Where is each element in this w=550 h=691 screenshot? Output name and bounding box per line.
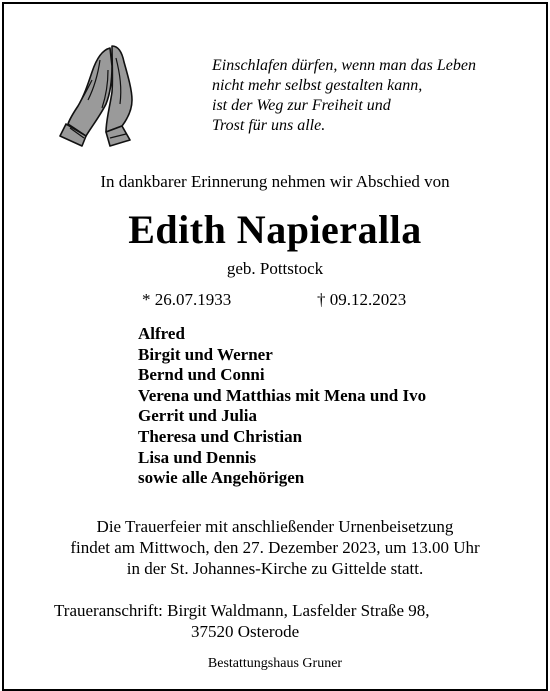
birth-date: * 26.07.1933 — [142, 290, 232, 309]
service-line: in der St. Johannes-Kirche zu Gittelde statt. — [126, 559, 424, 578]
death-date: † 09.12.2023 — [317, 290, 407, 309]
intro-text: In dankbarer Erinnerung nehmen wir Abschied von — [100, 172, 450, 191]
poem-line: nicht mehr selbst gestalten kann, — [212, 77, 423, 94]
service-line: findet am Mittwoch, den 27. Dezember 2023, um 13.00 Uhr — [70, 538, 480, 557]
service-line: Die Trauerfeier mit anschließender Urnenbeisetzung — [96, 517, 454, 536]
poem — [212, 56, 532, 136]
mourner-entry: Alfred — [138, 324, 185, 343]
mourner-entry: Lisa und Dennis — [138, 447, 257, 467]
mourner-entry: sowie alle Angehörigen — [138, 468, 305, 488]
deceased-name: Edith Napieralla — [128, 207, 422, 252]
mourner-entry: Verena und Matthias mit Mena und Ivo — [138, 385, 427, 405]
service-details — [4, 516, 546, 579]
mourner-entry: Birgit und Werner — [138, 344, 273, 364]
address-line: Traueranschrift: Birgit Waldmann, Lasfelder Straße 98, — [54, 601, 430, 620]
poem-line: Trost für uns alle. — [212, 117, 326, 134]
praying-hands-icon — [56, 40, 166, 150]
obituary-card — [2, 2, 548, 691]
poem-line: ist der Weg zur Freiheit und — [212, 97, 391, 114]
address-line: 37520 Osterode — [191, 622, 300, 641]
maiden-name: geb. Pottstock — [226, 259, 324, 278]
mourner-entry: Theresa und Christian — [138, 426, 303, 446]
condolence-address — [54, 600, 430, 642]
funeral-home: Bestattungshaus Gruner — [207, 656, 343, 671]
mourner-entry: Bernd und Conni — [138, 365, 265, 385]
poem-line: Einschlafen dürfen, wenn man das Leben — [212, 57, 476, 74]
mourner-entry: Gerrit und Julia — [138, 406, 258, 426]
mourners-list — [138, 324, 426, 489]
